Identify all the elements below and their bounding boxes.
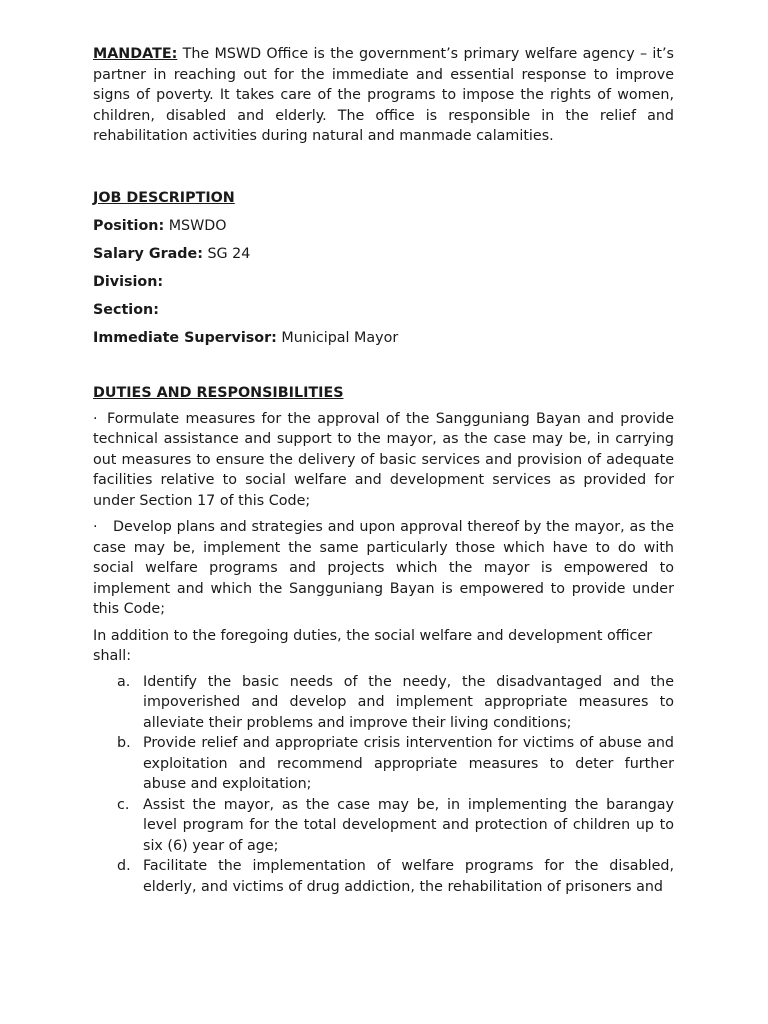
position-value: MSWDO bbox=[164, 217, 227, 234]
supervisor-value: Municipal Mayor bbox=[276, 329, 399, 346]
list-item bbox=[93, 733, 674, 795]
list-item bbox=[93, 856, 674, 897]
salary-grade-value: SG 24 bbox=[202, 245, 251, 262]
duty-bullet-2 bbox=[93, 517, 674, 620]
list-marker: c. bbox=[117, 796, 130, 813]
salary-grade-field bbox=[93, 244, 674, 264]
job-description-heading: JOB DESCRIPTION bbox=[93, 189, 235, 206]
duties-list bbox=[93, 672, 674, 898]
list-item-text: Assist the mayor, as the case may be, in implementing the barangay level program for the total development and protection of children up to six (6) year of age; bbox=[143, 796, 674, 854]
list-item-text: Facilitate the implementation of welfare programs for the disabled, elderly, and victims of drug addiction, the rehabilitation of prisoners and bbox=[143, 858, 674, 895]
section-label: Section: bbox=[93, 301, 159, 318]
list-item-text: Provide relief and appropriate crisis intervention for victims of abuse and exploitation and recommend appropriate measures to deter further abuse and exploitation; bbox=[143, 735, 674, 792]
list-marker: a. bbox=[117, 673, 131, 690]
salary-grade-label: Salary Grade: bbox=[93, 245, 203, 262]
duty-bullet-1-text: Formulate measures for the approval of the Sangguniang Bayan and provide technical assistance and support to the mayor, as the case may be, in carrying out measures to ensure the delivery of basic services and provision of adequate facilities relative to social welfare and development services as provided for under Section 17 of this Code; bbox=[93, 410, 674, 509]
document-page bbox=[93, 44, 674, 897]
list-item bbox=[93, 672, 674, 734]
section-field bbox=[93, 300, 674, 320]
list-item bbox=[93, 795, 674, 857]
job-description-section bbox=[93, 188, 674, 348]
list-marker: d. bbox=[117, 858, 131, 874]
division-label: Division: bbox=[93, 273, 164, 290]
duty-bullet-1 bbox=[93, 409, 674, 512]
mandate-text: The MSWD Office is the government’s primary welfare agency – it’s partner in reaching out for the immediate and essential response to improve signs of poverty. It takes care of the programs to impose the rights of women, children, disabled and elderly. The office is responsible in the relief and rehabilitation activities during natural and manmade calamities. bbox=[93, 46, 674, 144]
duties-section bbox=[93, 383, 674, 898]
bullet-dot-icon: · bbox=[93, 410, 98, 427]
duties-heading: DUTIES AND RESPONSIBILITIES bbox=[93, 384, 344, 401]
duties-intro: In addition to the foregoing duties, the social welfare and development officer shall: bbox=[93, 627, 653, 664]
position-label: Position: bbox=[93, 217, 165, 234]
list-marker: b. bbox=[117, 735, 131, 751]
supervisor-label: Immediate Supervisor: bbox=[93, 329, 277, 346]
list-item-text: Identify the basic needs of the needy, the disadvantaged and the impoverished and develop and implement appropriate measures to alleviate their problems and improve their living conditions; bbox=[143, 673, 674, 731]
supervisor-field bbox=[93, 328, 674, 348]
bullet-dot-icon: · bbox=[93, 519, 98, 535]
mandate-paragraph bbox=[93, 44, 674, 147]
mandate-label: MANDATE: bbox=[93, 46, 178, 62]
division-field bbox=[93, 272, 674, 292]
position-field bbox=[93, 216, 674, 236]
duty-bullet-2-text: Develop plans and strategies and upon approval thereof by the mayor, as the case may be, implement the same particularly those which have to do with social welfare programs and projects which the mayor is empowered to implement and which the Sangguniang Bayan is empowered to provide under this Code; bbox=[93, 519, 674, 617]
